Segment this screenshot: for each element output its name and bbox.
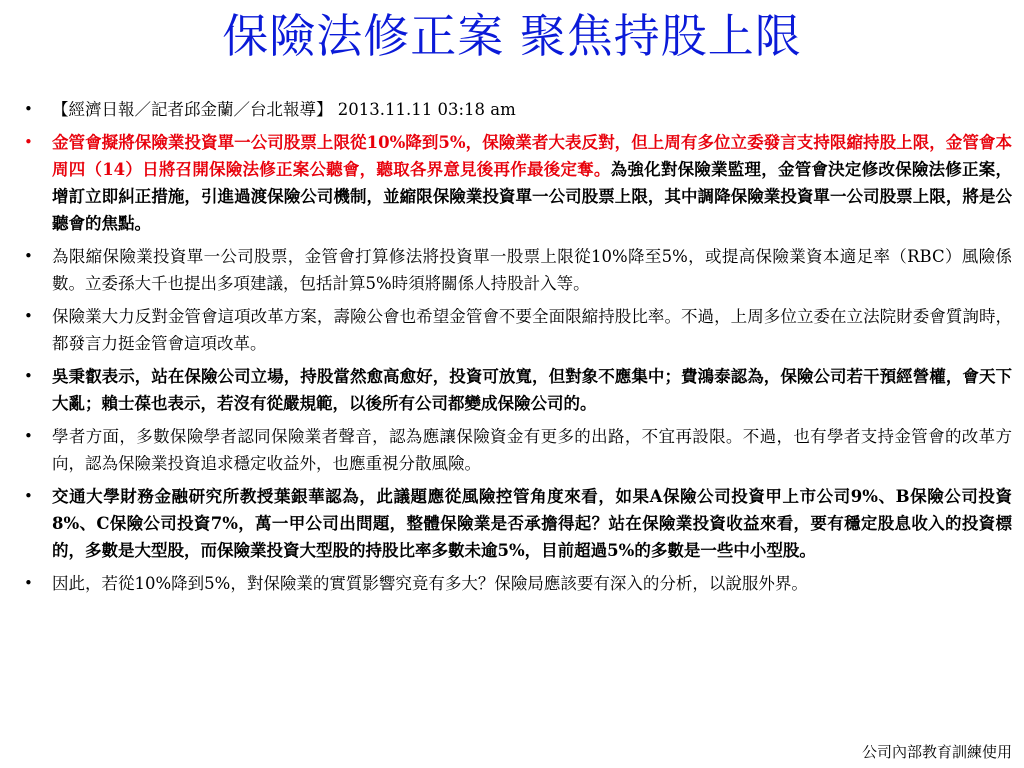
bullet-dot-icon: • <box>24 367 33 385</box>
bullet-item-scholars <box>22 423 1012 477</box>
bullet-dot-icon: • <box>24 247 33 265</box>
industry-opposition-text: 保險業大力反對金管會這項改革方案，壽險公會也希望金管會不要全面限縮持股比率。不過，上周多位立委在立法院財委會質詢時，都發言力挺金管會這項改革。 <box>52 307 1012 353</box>
bullet-item-conclusion <box>22 570 1012 597</box>
summary-detail: 為強化對保險業監理，金管會決定修改保險法修正案，增訂立即糾正措施，引進過渡保險公司機制，並縮限保險業投資單一公司股票上限，其中調降保險業投資單一公司股票上限，將是公聽會的焦點。 <box>52 160 1012 233</box>
bullet-item-industry-opposition <box>22 303 1012 357</box>
bullet-item-proposal <box>22 243 1012 297</box>
slide-title: 保險法修正案 聚焦持股上限 <box>222 9 802 63</box>
bullet-item-professor <box>22 483 1012 564</box>
bullet-item-summary <box>22 129 1012 237</box>
bullet-dot-icon: • <box>24 307 33 325</box>
bullet-item-legislators <box>22 363 1012 417</box>
source-line: 【經濟日報／記者邱金蘭／台北報導】 2013.11.11 03:18 am <box>52 100 516 119</box>
bullet-dot-icon: • <box>24 100 33 118</box>
conclusion-text: 因此，若從10%降到5%，對保險業的實質影響究竟有多大？保險局應該要有深入的分析，以說服外界。 <box>52 574 808 593</box>
summary-highlight: 金管會擬將保險業投資單一公司股票上限從10%降到5%，保險業者大表反對，但上周有多位立委發言支持限縮持股上限，金管會本周四（14）日將召開保險法修正案公聽會，聽取各界意見後再作最後定奪。 <box>52 133 1012 179</box>
bullet-dot-icon: • <box>24 487 33 505</box>
legislators-text: 吳秉叡表示，站在保險公司立場，持股當然愈高愈好，投資可放寬，但對象不應集中；費鴻泰認為，保險公司若干預經營權，會天下大亂；賴士葆也表示，若沒有從嚴規範，以後所有公司都變成保險公司的。 <box>52 367 1012 413</box>
professor-text: 交通大學財務金融研究所教授葉銀華認為，此議題應從風險控管角度來看，如果A保險公司投資甲上市公司9%、B保險公司投資8%、C保險公司投資7%，萬一甲公司出問題，整體保險業是否承擔得起？站在保險業投資收益來看，要有穩定股息收入的投資標的，多數是大型股，而保險業投資大型股的持股比率多數未逾5%，目前超過5%的多數是一些中小型股。 <box>52 487 1012 560</box>
footer-note: 公司內部教育訓練使用 <box>861 743 1012 761</box>
bullet-dot-icon: • <box>24 574 33 592</box>
bullet-item-source <box>22 96 1012 123</box>
scholars-text: 學者方面，多數保險學者認同保險業者聲音，認為應讓保險資金有更多的出路，不宜再設限。不過，也有學者支持金管會的改革方向，認為保險業投資追求穩定收益外，也應重視分散風險。 <box>52 427 1012 473</box>
proposal-text: 為限縮保險業投資單一公司股票，金管會打算修法將投資單一股票上限從10%降至5%，或提高保險業資本適足率（RBC）風險係數。立委孫大千也提出多項建議，包括計算5%時須將關係人持股計入等。 <box>52 247 1012 293</box>
bullet-dot-icon: • <box>24 133 33 151</box>
bullet-dot-icon: • <box>24 427 33 445</box>
bullet-list <box>22 96 1012 603</box>
